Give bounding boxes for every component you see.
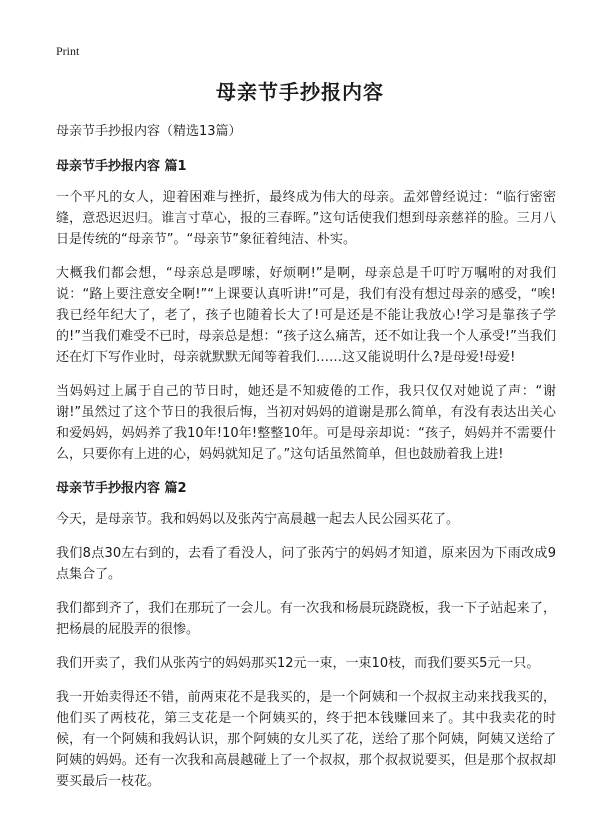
section-heading: 母亲节手抄报内容 篇2: [56, 481, 187, 496]
paragraph: 我们8点30左右到的，去看了看没人，问了张芮宁的妈妈才知道，原来因为下雨改成9点集合了。: [56, 546, 556, 582]
paragraph: 我一开始卖得还不错，前两束花不是我买的，是一个阿姨和一个叔叔主动来找我买的，他们买了两枝花，第三支花是一个阿姨买的，终于把本钱赚回来了。其中我卖花的时候，有一个阿姨和我妈认识，那个阿姨的女儿买了花，送给了那个阿姨，阿姨又送给了阿姨的妈妈。还有一次我和高晨越碰上了一个叔叔，那个叔叔说要买，但是那个叔叔却要买最后一枝花。: [56, 690, 556, 789]
paragraph: 今天，是母亲节。我和妈妈以及张芮宁高晨越一起去人民公园买花了。: [56, 512, 460, 527]
paragraph: 当妈妈过上属于自己的节日时，她还是不知疲倦的工作，我只仅仅对她说了声：“谢谢!”虽然过了这个节日的我很后悔，当初对妈妈的道谢是那么简单，有没有表达出关心和爱妈妈，妈妈养了我10年!10年!整整10年。可是母亲却说：“孩子，妈妈并不需要什么，只要你有上进的心，妈妈就知足了。”这句话虽然简单，但也鼓励着我上进!: [56, 384, 556, 462]
paragraph: 一个平凡的女人，迎着困难与挫折，最终成为伟大的母亲。孟郊曾经说过：“临行密密缝，意恐迟迟归。谁言寸草心，报的三春晖。”这句话使我们想到母亲慈祥的脸。三月八日是传统的“母亲节”。“母亲节”象征着纯洁、朴实。: [56, 190, 556, 247]
section-2: [56, 478, 556, 792]
document-subtitle: 母亲节手抄报内容（精选13篇）: [56, 124, 242, 139]
section-heading: 母亲节手抄报内容 篇1: [56, 159, 187, 174]
section-1: [56, 156, 556, 465]
print-label: Print: [56, 44, 80, 58]
paragraph: 大概我们都会想，“母亲总是啰嗦，好烦啊!”是啊，母亲总是千叮咛万嘱咐的对我们说：“路上要注意安全啊!”“上课要认真听讲!”可是，我们有没有想过母亲的感受，“唉!我已经年纪大了，老了，孩子也随着长大了!可是还是不能让我放心!学习是靠孩子学的!”当我们难受不已时，母亲总是想：“孩子这么痛苦，还不如让我一个人承受!”当我们还在灯下写作业时，母亲就默默无闻等着我们……这又能说明什么?是母爱!母爱!: [56, 266, 556, 365]
document-body: [56, 121, 556, 805]
page-title: 母亲节手抄报内容: [216, 80, 384, 104]
paragraph: 我们开卖了，我们从张芮宁的妈妈那买12元一束，一束10枝，而我们要买5元一只。: [56, 656, 540, 671]
paragraph: 我们都到齐了，我们在那玩了一会儿。有一次我和杨晨玩跷跷板，我一下子站起来了，把杨晨的屁股弄的很惨。: [56, 601, 556, 637]
